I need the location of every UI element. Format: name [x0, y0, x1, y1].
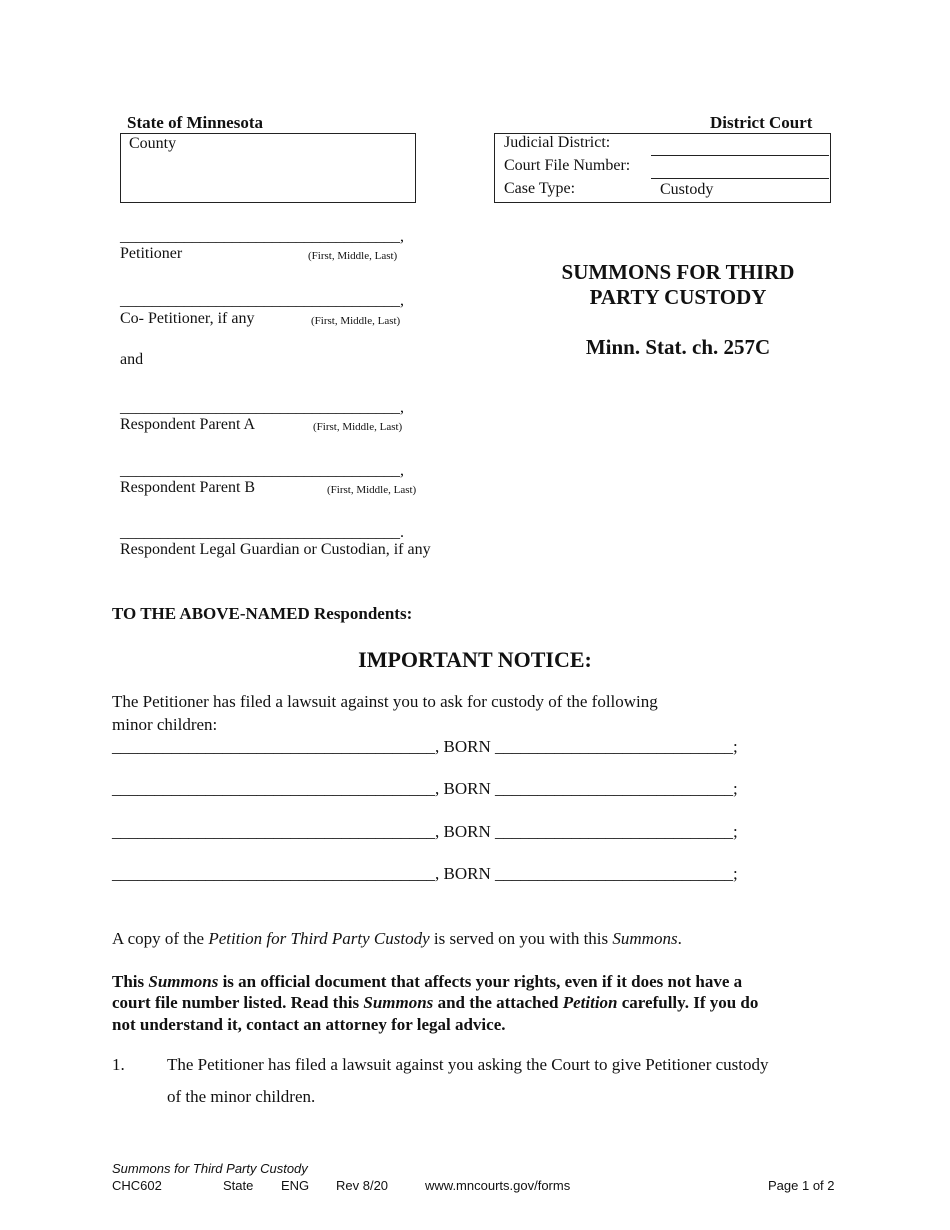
title-line-1: SUMMONS FOR THIRD: [561, 260, 795, 284]
item-1-line-1: The Petitioner has filed a lawsuit against you asking the Court to give Petitioner custody: [167, 1055, 769, 1074]
respondent-a-blank: ___________________________________,: [120, 399, 404, 416]
and-label: and: [120, 351, 144, 368]
state-heading: State of Minnesota: [127, 113, 263, 132]
copetitioner-blank: ___________________________________,: [120, 292, 404, 309]
respondent-a-name-hint: (First, Middle, Last): [313, 421, 403, 433]
footer-form-title: Summons for Third Party Custody: [112, 1161, 308, 1176]
guardian-label: Respondent Legal Guardian or Custodian, if any: [120, 541, 431, 558]
copy-served-sentence: A copy of the Petition for Third Party Custody is served on you with this Summons.: [112, 929, 682, 948]
statute-reference: Minn. Stat. ch. 257C: [585, 335, 771, 359]
important-notice-heading: IMPORTANT NOTICE:: [358, 647, 592, 672]
copetitioner-name-hint: (First, Middle, Last): [311, 315, 401, 327]
respondent-b-name-hint: (First, Middle, Last): [327, 484, 417, 496]
child-row-2: ______________________________________, BORN ____________________________;: [112, 779, 738, 798]
warning-line-1: This Summons is an official document that affects your rights, even if it does not have a: [112, 972, 743, 991]
footer-page-number: Page 1 of 2: [768, 1178, 835, 1193]
court-file-number-label: Court File Number:: [504, 157, 631, 174]
footer-url[interactable]: www.mncourts.gov/forms: [425, 1178, 571, 1193]
warning-line-3: not understand it, contact an attorney for legal advice.: [112, 1015, 506, 1034]
county-box: [120, 133, 416, 203]
item-1-number: 1.: [112, 1055, 125, 1074]
intro-line-1: The Petitioner has filed a lawsuit against you to ask for custody of the following: [112, 692, 658, 711]
child-row-4: ______________________________________, BORN ____________________________;: [112, 864, 738, 883]
intro-line-2: minor children:: [112, 715, 218, 734]
petitioner-label: Petitioner: [120, 245, 183, 262]
footer-language: ENG: [281, 1178, 310, 1193]
title-line-2: PARTY CUSTODY: [589, 285, 767, 309]
case-info-box: [494, 133, 831, 203]
warning-line-2: court file number listed. Read this Summons and the attached Petition carefully. If you do: [112, 993, 759, 1012]
respondent-a-label: Respondent Parent A: [120, 416, 256, 433]
guardian-blank: ___________________________________.: [120, 524, 404, 541]
respondent-b-blank: ___________________________________,: [120, 462, 404, 479]
footer-revision: Rev 8/20: [336, 1178, 389, 1193]
footer-state: State: [223, 1178, 254, 1193]
court-file-number-line: [651, 178, 829, 179]
court-heading: District Court: [710, 113, 813, 132]
respondent-b-label: Respondent Parent B: [120, 479, 256, 496]
child-row-3: ______________________________________, BORN ____________________________;: [112, 822, 738, 841]
case-type-value: Custody: [660, 181, 714, 198]
county-label: County: [129, 135, 177, 152]
judicial-district-line: [651, 155, 829, 156]
copetitioner-label: Co- Petitioner, if any: [120, 310, 255, 327]
to-respondents-heading: TO THE ABOVE-NAMED Respondents:: [112, 604, 413, 623]
footer-form-code: CHC602: [112, 1178, 162, 1193]
petitioner-name-hint: (First, Middle, Last): [308, 250, 398, 262]
judicial-district-label: Judicial District:: [504, 134, 611, 151]
item-1-line-2: of the minor children.: [167, 1087, 316, 1106]
petitioner-blank: ___________________________________,: [120, 228, 404, 245]
child-row-1: ______________________________________, BORN ____________________________;: [112, 737, 738, 756]
case-type-label: Case Type:: [504, 180, 576, 197]
